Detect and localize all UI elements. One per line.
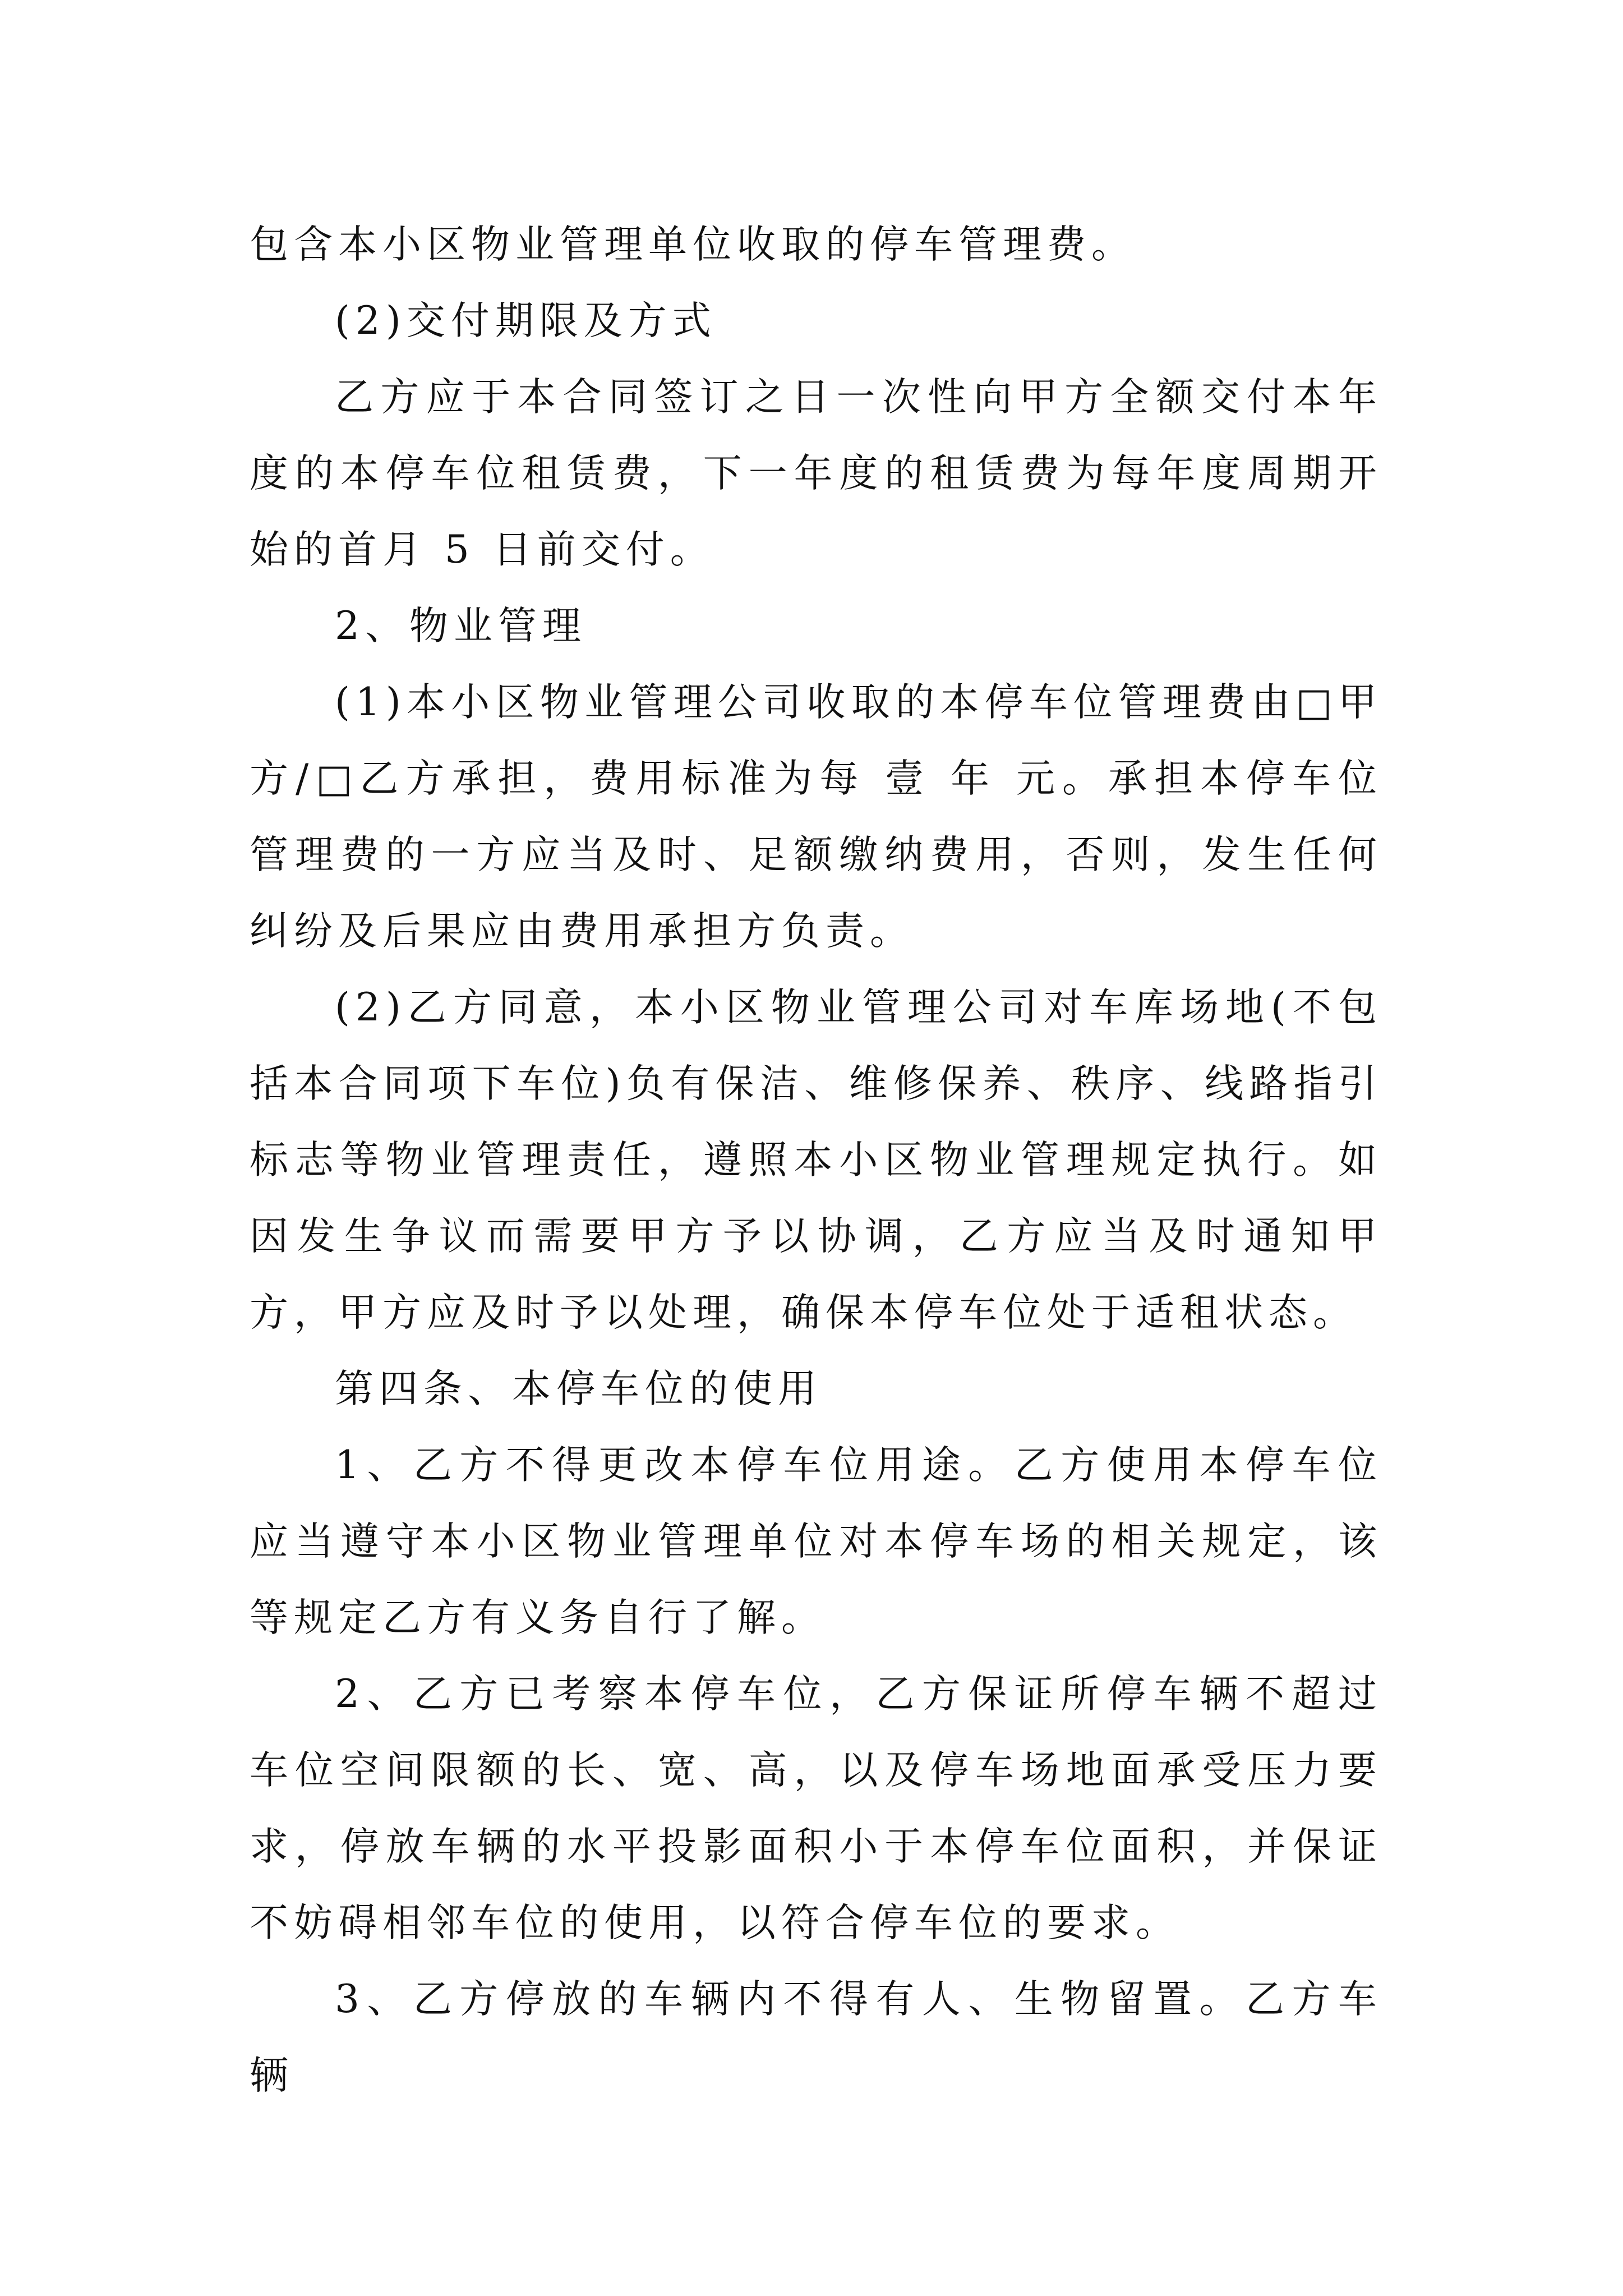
paragraph-8: 1、乙方不得更改本停车位用途。乙方使用本停车位应当遵守本小区物业管理单位对本停车场的相关规定，该等规定乙方有义务自行了解。: [250, 1443, 1382, 1640]
paragraph-5: (1)本小区物业管理公司收取的本停车位管理费由□甲方/□乙方承担，费用标准为每 壹 年 元。承担本停车位管理费的一方应当及时、足额缴纳费用，否则，发生任何纠纷及后果应由费用承担方负责。: [250, 680, 1382, 954]
paragraph-2: (2)交付期限及方式: [335, 298, 717, 343]
paragraph-6: (2)乙方同意，本小区物业管理公司对车库场地(不包括本合同项下车位)负有保洁、维修保养、秩序、线路指引标志等物业管理责任，遵照本小区物业管理规定执行。如因发生争议而需要甲方予以协调，乙方应当及时通知甲方，甲方应及时予以处理，确保本停车位处于适租状态。: [250, 985, 1382, 1335]
paragraph-3: 乙方应于本合同签订之日一次性向甲方全额交付本年度的本停车位租赁费，下一年度的租赁费为每年度周期开始的首月 5 日前交付。: [250, 375, 1382, 572]
paragraph-1: 包含本小区物业管理单位收取的停车管理费。: [250, 222, 1136, 267]
paragraph-7: 第四条、本停车位的使用: [335, 1366, 822, 1411]
paragraph-10: 3、乙方停放的车辆内不得有人、生物留置。乙方车辆: [250, 1977, 1382, 2098]
document-body: [250, 206, 1382, 2114]
paragraph-9: 2、乙方已考察本停车位，乙方保证所停车辆不超过车位空间限额的长、宽、高，以及停车场地面承受压力要求，停放车辆的水平投影面积小于本停车位面积，并保证不妨碍相邻车位的使用，以符合停车位的要求。: [250, 1672, 1382, 1945]
paragraph-4: 2、物业管理: [335, 604, 587, 648]
